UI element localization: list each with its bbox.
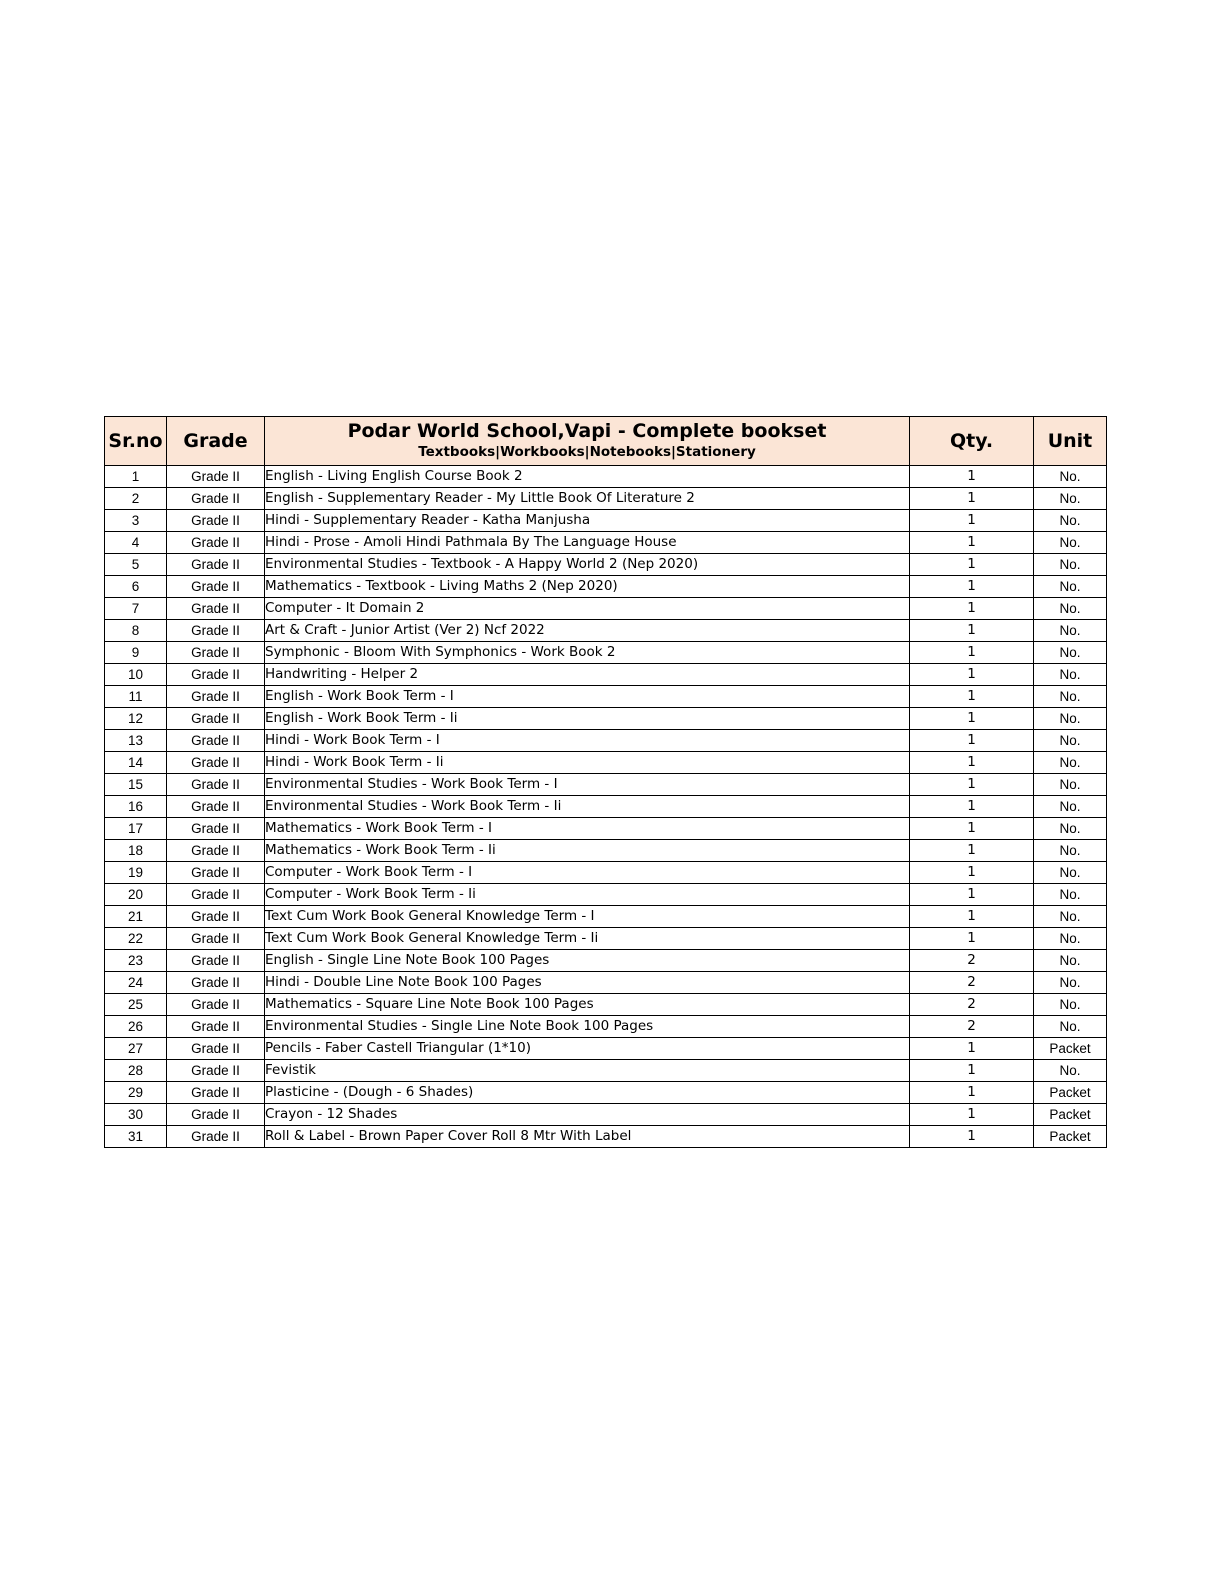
cell-grade: Grade II <box>167 488 265 510</box>
cell-srno: 29 <box>105 1082 167 1104</box>
table-row <box>105 1126 1107 1148</box>
cell-grade: Grade II <box>167 950 265 972</box>
cell-description: Handwriting - Helper 2 <box>265 664 910 686</box>
cell-description: Hindi - Prose - Amoli Hindi Pathmala By The Language House <box>265 532 910 554</box>
cell-qty: 1 <box>910 620 1034 642</box>
cell-qty: 1 <box>910 1126 1034 1148</box>
cell-grade: Grade II <box>167 554 265 576</box>
cell-grade: Grade II <box>167 642 265 664</box>
cell-description: Environmental Studies - Single Line Note Book 100 Pages <box>265 1016 910 1038</box>
cell-qty: 1 <box>910 730 1034 752</box>
table-row <box>105 532 1107 554</box>
cell-unit: No. <box>1034 994 1107 1016</box>
cell-srno: 3 <box>105 510 167 532</box>
cell-srno: 17 <box>105 818 167 840</box>
cell-srno: 13 <box>105 730 167 752</box>
cell-srno: 21 <box>105 906 167 928</box>
cell-srno: 26 <box>105 1016 167 1038</box>
cell-grade: Grade II <box>167 576 265 598</box>
cell-qty: 1 <box>910 884 1034 906</box>
cell-description: Environmental Studies - Textbook - A Happy World 2 (Nep 2020) <box>265 554 910 576</box>
cell-srno: 16 <box>105 796 167 818</box>
cell-srno: 23 <box>105 950 167 972</box>
table-row <box>105 928 1107 950</box>
table-row <box>105 510 1107 532</box>
cell-unit: Packet <box>1034 1038 1107 1060</box>
table-row <box>105 466 1107 488</box>
cell-grade: Grade II <box>167 972 265 994</box>
cell-srno: 14 <box>105 752 167 774</box>
cell-grade: Grade II <box>167 532 265 554</box>
cell-description: English - Supplementary Reader - My Little Book Of Literature 2 <box>265 488 910 510</box>
header-title-cell <box>265 417 910 466</box>
cell-description: Plasticine - (Dough - 6 Shades) <box>265 1082 910 1104</box>
cell-unit: No. <box>1034 862 1107 884</box>
cell-qty: 1 <box>910 554 1034 576</box>
cell-qty: 1 <box>910 488 1034 510</box>
cell-unit: Packet <box>1034 1126 1107 1148</box>
cell-description: Roll & Label - Brown Paper Cover Roll 8 Mtr With Label <box>265 1126 910 1148</box>
cell-srno: 9 <box>105 642 167 664</box>
cell-grade: Grade II <box>167 1104 265 1126</box>
cell-grade: Grade II <box>167 1060 265 1082</box>
cell-srno: 22 <box>105 928 167 950</box>
cell-unit: No. <box>1034 1060 1107 1082</box>
cell-qty: 1 <box>910 532 1034 554</box>
cell-description: English - Work Book Term - Ii <box>265 708 910 730</box>
cell-grade: Grade II <box>167 928 265 950</box>
cell-grade: Grade II <box>167 730 265 752</box>
table-row <box>105 972 1107 994</box>
cell-description: Hindi - Work Book Term - I <box>265 730 910 752</box>
cell-description: Environmental Studies - Work Book Term - Ii <box>265 796 910 818</box>
table-row <box>105 950 1107 972</box>
cell-qty: 1 <box>910 862 1034 884</box>
cell-description: Computer - Work Book Term - Ii <box>265 884 910 906</box>
cell-srno: 20 <box>105 884 167 906</box>
cell-srno: 2 <box>105 488 167 510</box>
cell-description: Mathematics - Work Book Term - I <box>265 818 910 840</box>
cell-unit: No. <box>1034 884 1107 906</box>
table-row <box>105 774 1107 796</box>
table-title: Podar World School,Vapi - Complete bookset <box>347 420 827 443</box>
cell-qty: 1 <box>910 1038 1034 1060</box>
table-row <box>105 664 1107 686</box>
table-row <box>105 994 1107 1016</box>
cell-qty: 1 <box>910 686 1034 708</box>
table-row <box>105 884 1107 906</box>
cell-unit: Packet <box>1034 1104 1107 1126</box>
cell-unit: No. <box>1034 664 1107 686</box>
cell-qty: 1 <box>910 642 1034 664</box>
table-row <box>105 488 1107 510</box>
cell-grade: Grade II <box>167 774 265 796</box>
cell-description: Mathematics - Work Book Term - Ii <box>265 840 910 862</box>
header-qty: Qty. <box>910 417 1034 466</box>
cell-description: Mathematics - Square Line Note Book 100 Pages <box>265 994 910 1016</box>
cell-srno: 15 <box>105 774 167 796</box>
cell-unit: Packet <box>1034 1082 1107 1104</box>
cell-grade: Grade II <box>167 664 265 686</box>
cell-qty: 1 <box>910 906 1034 928</box>
cell-srno: 28 <box>105 1060 167 1082</box>
table-row <box>105 1038 1107 1060</box>
cell-qty: 1 <box>910 752 1034 774</box>
cell-srno: 18 <box>105 840 167 862</box>
cell-grade: Grade II <box>167 466 265 488</box>
cell-qty: 1 <box>910 796 1034 818</box>
cell-description: English - Living English Course Book 2 <box>265 466 910 488</box>
cell-grade: Grade II <box>167 840 265 862</box>
cell-description: Mathematics - Textbook - Living Maths 2 (Nep 2020) <box>265 576 910 598</box>
cell-qty: 1 <box>910 928 1034 950</box>
cell-srno: 10 <box>105 664 167 686</box>
cell-grade: Grade II <box>167 994 265 1016</box>
cell-qty: 2 <box>910 972 1034 994</box>
cell-description: Symphonic - Bloom With Symphonics - Work Book 2 <box>265 642 910 664</box>
cell-srno: 1 <box>105 466 167 488</box>
cell-unit: No. <box>1034 708 1107 730</box>
cell-srno: 12 <box>105 708 167 730</box>
cell-srno: 25 <box>105 994 167 1016</box>
table-header <box>105 417 1107 466</box>
cell-unit: No. <box>1034 642 1107 664</box>
cell-grade: Grade II <box>167 620 265 642</box>
cell-qty: 2 <box>910 994 1034 1016</box>
cell-description: Fevistik <box>265 1060 910 1082</box>
cell-srno: 31 <box>105 1126 167 1148</box>
cell-unit: No. <box>1034 840 1107 862</box>
header-grade: Grade <box>167 417 265 466</box>
cell-description: Text Cum Work Book General Knowledge Term - I <box>265 906 910 928</box>
cell-grade: Grade II <box>167 598 265 620</box>
cell-srno: 6 <box>105 576 167 598</box>
cell-grade: Grade II <box>167 906 265 928</box>
table-row <box>105 1104 1107 1126</box>
cell-qty: 1 <box>910 664 1034 686</box>
cell-qty: 1 <box>910 818 1034 840</box>
cell-unit: No. <box>1034 686 1107 708</box>
cell-unit: No. <box>1034 796 1107 818</box>
cell-qty: 1 <box>910 708 1034 730</box>
table-row <box>105 576 1107 598</box>
cell-unit: No. <box>1034 928 1107 950</box>
cell-unit: No. <box>1034 510 1107 532</box>
cell-unit: No. <box>1034 598 1107 620</box>
cell-description: Pencils - Faber Castell Triangular (1*10) <box>265 1038 910 1060</box>
table-body <box>105 466 1107 1148</box>
cell-qty: 1 <box>910 1060 1034 1082</box>
table-row <box>105 620 1107 642</box>
cell-grade: Grade II <box>167 884 265 906</box>
table-row <box>105 686 1107 708</box>
cell-grade: Grade II <box>167 1016 265 1038</box>
cell-unit: No. <box>1034 730 1107 752</box>
cell-qty: 1 <box>910 1082 1034 1104</box>
table-row <box>105 1060 1107 1082</box>
header-srno: Sr.no <box>105 417 167 466</box>
header-row <box>105 417 1107 466</box>
cell-description: Environmental Studies - Work Book Term - I <box>265 774 910 796</box>
cell-grade: Grade II <box>167 708 265 730</box>
cell-description: Computer - It Domain 2 <box>265 598 910 620</box>
table-row <box>105 554 1107 576</box>
cell-srno: 30 <box>105 1104 167 1126</box>
cell-unit: No. <box>1034 466 1107 488</box>
cell-qty: 1 <box>910 1104 1034 1126</box>
cell-description: English - Single Line Note Book 100 Pages <box>265 950 910 972</box>
cell-qty: 2 <box>910 950 1034 972</box>
cell-srno: 5 <box>105 554 167 576</box>
cell-grade: Grade II <box>167 1038 265 1060</box>
table-row <box>105 598 1107 620</box>
cell-unit: No. <box>1034 1016 1107 1038</box>
cell-description: English - Work Book Term - I <box>265 686 910 708</box>
cell-qty: 2 <box>910 1016 1034 1038</box>
table-row <box>105 862 1107 884</box>
header-unit: Unit <box>1034 417 1107 466</box>
cell-unit: No. <box>1034 576 1107 598</box>
cell-srno: 27 <box>105 1038 167 1060</box>
cell-grade: Grade II <box>167 818 265 840</box>
cell-srno: 8 <box>105 620 167 642</box>
cell-srno: 24 <box>105 972 167 994</box>
table-row <box>105 840 1107 862</box>
cell-grade: Grade II <box>167 862 265 884</box>
cell-qty: 1 <box>910 840 1034 862</box>
cell-unit: No. <box>1034 972 1107 994</box>
bookset-table <box>104 416 1107 1148</box>
cell-unit: No. <box>1034 950 1107 972</box>
cell-qty: 1 <box>910 598 1034 620</box>
cell-description: Hindi - Supplementary Reader - Katha Manjusha <box>265 510 910 532</box>
cell-srno: 11 <box>105 686 167 708</box>
cell-qty: 1 <box>910 576 1034 598</box>
cell-srno: 19 <box>105 862 167 884</box>
cell-description: Hindi - Double Line Note Book 100 Pages <box>265 972 910 994</box>
cell-unit: No. <box>1034 554 1107 576</box>
table-row <box>105 708 1107 730</box>
cell-srno: 4 <box>105 532 167 554</box>
cell-unit: No. <box>1034 488 1107 510</box>
cell-grade: Grade II <box>167 1082 265 1104</box>
cell-qty: 1 <box>910 774 1034 796</box>
table-row <box>105 1016 1107 1038</box>
cell-unit: No. <box>1034 752 1107 774</box>
table-row <box>105 730 1107 752</box>
table-subtitle: Textbooks|Workbooks|Notebooks|Stationery <box>418 444 756 461</box>
cell-unit: No. <box>1034 532 1107 554</box>
cell-unit: No. <box>1034 818 1107 840</box>
cell-unit: No. <box>1034 906 1107 928</box>
cell-description: Art & Craft - Junior Artist (Ver 2) Ncf 2022 <box>265 620 910 642</box>
cell-description: Hindi - Work Book Term - Ii <box>265 752 910 774</box>
cell-grade: Grade II <box>167 686 265 708</box>
table-row <box>105 906 1107 928</box>
cell-grade: Grade II <box>167 1126 265 1148</box>
table-row <box>105 818 1107 840</box>
cell-description: Computer - Work Book Term - I <box>265 862 910 884</box>
cell-srno: 7 <box>105 598 167 620</box>
cell-qty: 1 <box>910 510 1034 532</box>
cell-description: Crayon - 12 Shades <box>265 1104 910 1126</box>
cell-description: Text Cum Work Book General Knowledge Term - Ii <box>265 928 910 950</box>
cell-grade: Grade II <box>167 796 265 818</box>
cell-unit: No. <box>1034 774 1107 796</box>
cell-unit: No. <box>1034 620 1107 642</box>
table-row <box>105 1082 1107 1104</box>
cell-grade: Grade II <box>167 510 265 532</box>
table-row <box>105 796 1107 818</box>
table-row <box>105 642 1107 664</box>
cell-qty: 1 <box>910 466 1034 488</box>
table-row <box>105 752 1107 774</box>
cell-grade: Grade II <box>167 752 265 774</box>
